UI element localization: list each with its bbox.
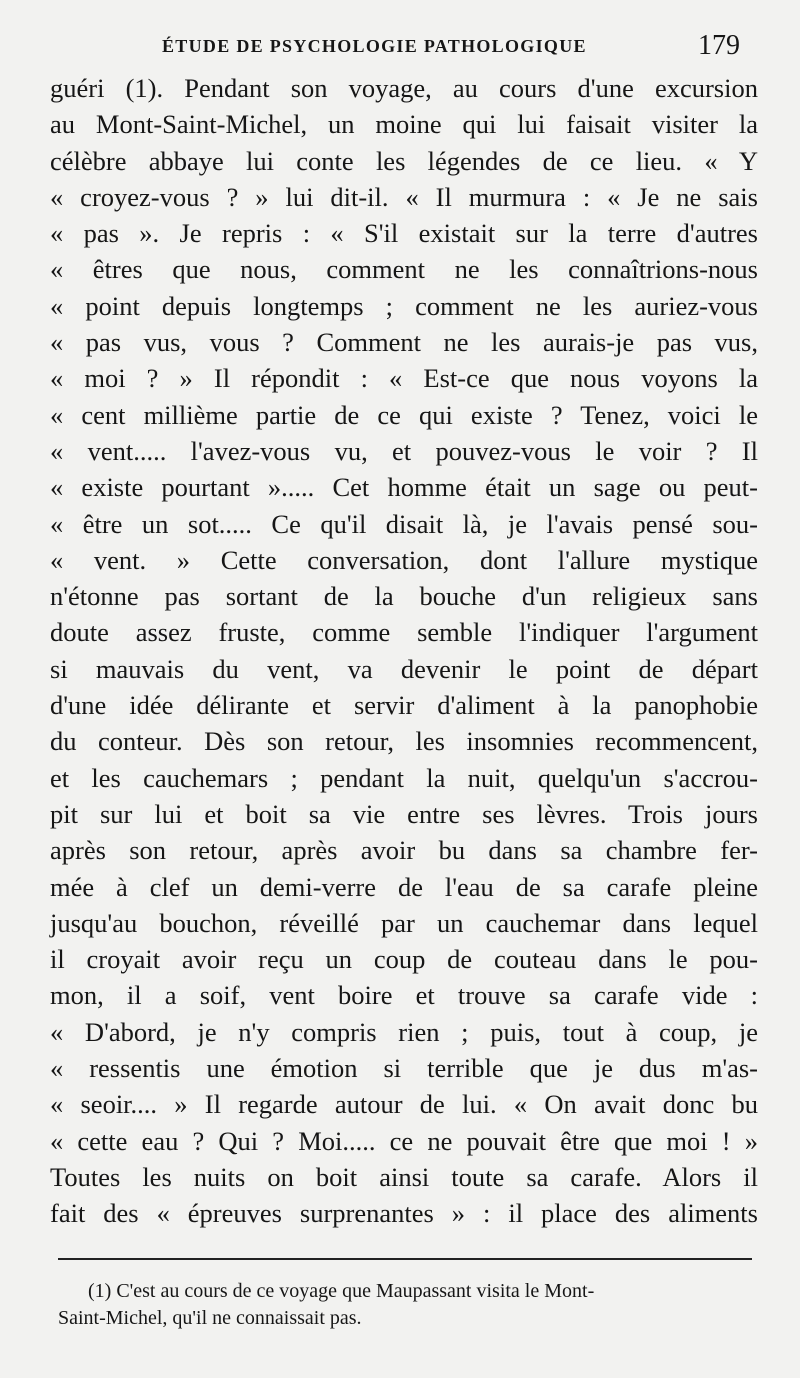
text-line: « cette eau ? Qui ? Moi..... ce ne pouvait être que moi ! » — [50, 1125, 758, 1156]
page-number: 179 — [698, 30, 740, 61]
text-line: du conteur. Dès son retour, les insomnies recommencent, — [50, 726, 758, 757]
text-line: Toutes les nuits on boit ainsi toute sa carafe. Alors il — [50, 1161, 758, 1192]
text-line: mée à clef un demi-verre de l'eau de sa carafe pleine — [50, 871, 758, 902]
text-line: « croyez-vous ? » lui dit-il. « Il murmura : « Je ne sais — [50, 181, 758, 212]
text-line: jusqu'au bouchon, réveillé par un cauchemar dans lequel — [50, 907, 758, 938]
text-line: il croyait avoir reçu un coup de couteau dans le pou- — [50, 944, 758, 975]
text-line: guéri (1). Pendant son voyage, au cours d'une excursion — [50, 73, 758, 103]
text-line: « être un sot..... Ce qu'il disait là, je l'avais pensé sou- — [50, 508, 758, 539]
text-line: fait des « épreuves surprenantes » : il place des aliments — [50, 1198, 758, 1229]
text-line: « existe pourtant »..... Cet homme était un sage ou peut- — [50, 472, 758, 503]
text-line: « vent. » Cette conversation, dont l'allure mystique — [50, 544, 758, 575]
footnote-line: Saint-Michel, qu'il ne connaissait pas. — [58, 1307, 362, 1329]
text-line: après son retour, après avoir bu dans sa chambre fer- — [50, 835, 758, 866]
text-line: doute assez fruste, comme semble l'indiquer l'argument — [50, 617, 758, 648]
text-line: au Mont-Saint-Michel, un moine qui lui faisait visiter la — [50, 109, 758, 140]
text-line: si mauvais du vent, va devenir le point de départ — [50, 653, 758, 684]
text-line: « pas vus, vous ? Comment ne les aurais-je pas vus, — [50, 327, 758, 358]
text-line: d'une idée délirante et servir d'aliment à la panophobie — [50, 690, 758, 721]
text-line: « point depuis longtemps ; comment ne les auriez-vous — [50, 290, 758, 321]
text-line: « cent millième partie de ce qui existe ? Tenez, voici le — [50, 399, 758, 430]
text-line: pit sur lui et boit sa vie entre ses lèvres. Trois jours — [50, 798, 758, 829]
text-line: « êtres que nous, comment ne les connaîtrions-nous — [50, 254, 758, 285]
text-line: « seoir.... » Il regarde autour de lui. « On avait donc bu — [50, 1089, 758, 1120]
text-line: « pas ». Je repris : « S'il existait sur la terre d'autres — [50, 218, 758, 249]
body-text — [50, 70, 758, 1232]
text-line: et les cauchemars ; pendant la nuit, quelqu'un s'accrou- — [50, 762, 758, 793]
text-line: « ressentis une émotion si terrible que je dus m'as- — [50, 1053, 758, 1084]
text-line: mon, il a soif, vent boire et trouve sa carafe vide : — [50, 980, 758, 1011]
footnote-line: (1) C'est au cours de ce voyage que Maupassant visita le Mont- — [88, 1280, 595, 1302]
text-line: célèbre abbaye lui conte les légendes de ce lieu. « Y — [50, 145, 758, 176]
text-line: « D'abord, je n'y compris rien ; puis, tout à coup, je — [50, 1016, 758, 1047]
page-header — [162, 30, 740, 66]
text-line: n'étonne pas sortant de la bouche d'un religieux sans — [50, 581, 758, 612]
running-title: ÉTUDE DE PSYCHOLOGIE PATHOLOGIQUE — [162, 36, 587, 56]
text-line: « vent..... l'avez-vous vu, et pouvez-vous le voir ? Il — [50, 435, 758, 466]
footnote — [58, 1278, 754, 1332]
text-line: « moi ? » Il répondit : « Est-ce que nous voyons la — [50, 363, 758, 394]
footnote-divider — [58, 1258, 752, 1260]
